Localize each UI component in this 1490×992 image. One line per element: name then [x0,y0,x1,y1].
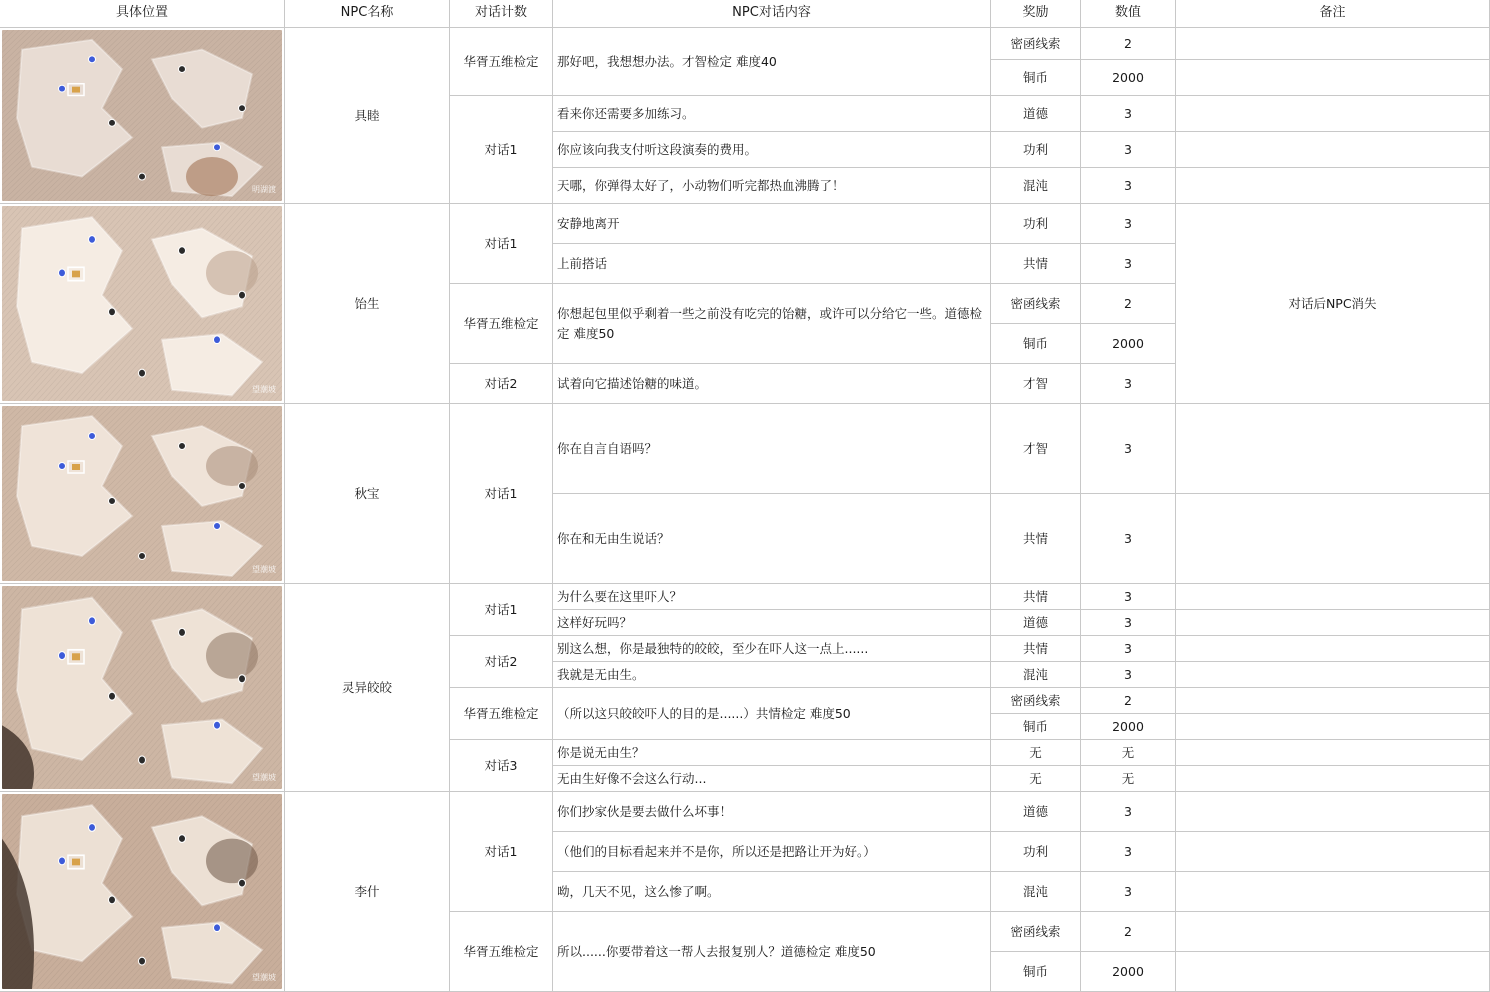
remark-cell [1176,688,1490,714]
reward-type: 铜币 [991,952,1081,992]
dialog-count: 华胥五维检定 [450,912,553,992]
dialog-count: 对话1 [450,404,553,584]
reward-value: 3 [1081,364,1176,404]
column-header: 奖励 [991,0,1081,28]
remark-cell [1176,404,1490,494]
dialog-content: 看来你还需要多加练习。 [553,96,991,132]
dialog-content: 别这么想，你是最独特的皎皎，至少在吓人这一点上...... [553,636,991,662]
dialog-count: 对话2 [450,636,553,688]
map-region-label: 望潮坡 [252,565,276,575]
dialog-content: 天哪，你弹得太好了，小动物们听完都热血沸腾了！ [553,168,991,204]
dialog-content: 你在自言自语吗？ [553,404,991,494]
reward-value: 无 [1081,740,1176,766]
reward-value: 2000 [1081,60,1176,96]
reward-value: 无 [1081,766,1176,792]
location-map [0,204,285,404]
reward-type: 混沌 [991,662,1081,688]
map-region-label: 明湖渡 [252,185,276,195]
reward-type: 功利 [991,204,1081,244]
remark-cell [1176,662,1490,688]
reward-value: 3 [1081,662,1176,688]
reward-value: 2 [1081,688,1176,714]
location-map [0,584,285,792]
map-thumbnail [2,406,282,581]
remark-cell [1176,60,1490,96]
dialog-count: 华胥五维检定 [450,688,553,740]
reward-value: 2000 [1081,714,1176,740]
column-header: NPC名称 [285,0,450,28]
dialog-count: 华胥五维检定 [450,28,553,96]
dialog-content: （他们的目标看起来并不是你，所以还是把路让开为好。） [553,832,991,872]
reward-value: 3 [1081,636,1176,662]
reward-value: 2 [1081,284,1176,324]
reward-type: 密函线索 [991,688,1081,714]
dialog-content: 你在和无由生说话？ [553,494,991,584]
reward-type: 共情 [991,584,1081,610]
map-region-label: 望潮坡 [252,973,276,983]
remark-cell [1176,832,1490,872]
location-map [0,404,285,584]
remark-cell [1176,714,1490,740]
reward-type: 密函线索 [991,28,1081,60]
npc-name: 灵异皎皎 [285,584,450,792]
column-header: 具体位置 [0,0,285,28]
reward-type: 混沌 [991,168,1081,204]
remark-cell [1176,584,1490,610]
reward-type: 无 [991,740,1081,766]
reward-type: 才智 [991,404,1081,494]
reward-type: 道德 [991,792,1081,832]
npc-name: 李什 [285,792,450,992]
dialog-count: 对话3 [450,740,553,792]
npc-name: 秋宝 [285,404,450,584]
remark-cell [1176,168,1490,204]
dialog-count: 对话1 [450,204,553,284]
dialog-content: 你们抄家伙是要去做什么坏事！ [553,792,991,832]
reward-type: 铜币 [991,324,1081,364]
location-map [0,792,285,992]
npc-name: 具睦 [285,28,450,204]
reward-value: 3 [1081,132,1176,168]
remark-cell [1176,766,1490,792]
reward-value: 3 [1081,872,1176,912]
dialog-content: 你应该向我支付听这段演奏的费用。 [553,132,991,168]
reward-value: 3 [1081,494,1176,584]
remark-cell [1176,872,1490,912]
dialog-content: 所以......你要带着这一帮人去报复别人？道德检定 难度50 [553,912,991,992]
map-thumbnail [2,30,282,201]
dialog-content: 无由生好像不会这么行动... [553,766,991,792]
reward-type: 铜币 [991,714,1081,740]
dialog-content: 我就是无由生。 [553,662,991,688]
dialog-count: 华胥五维检定 [450,284,553,364]
dialog-content: 为什么要在这里吓人？ [553,584,991,610]
reward-value: 3 [1081,244,1176,284]
remark-cell [1176,636,1490,662]
remark-cell: 对话后NPC消失 [1176,204,1490,404]
reward-value: 2000 [1081,952,1176,992]
reward-value: 3 [1081,610,1176,636]
remark-cell [1176,28,1490,60]
dialog-content: 试着向它描述饴糖的味道。 [553,364,991,404]
reward-type: 共情 [991,494,1081,584]
map-thumbnail [2,586,282,789]
reward-type: 功利 [991,132,1081,168]
reward-value: 3 [1081,832,1176,872]
reward-type: 道德 [991,610,1081,636]
reward-value: 3 [1081,96,1176,132]
dialog-content: 上前搭话 [553,244,991,284]
reward-type: 共情 [991,636,1081,662]
remark-cell [1176,792,1490,832]
reward-type: 密函线索 [991,284,1081,324]
dialog-count: 对话1 [450,584,553,636]
reward-type: 铜币 [991,60,1081,96]
reward-type: 无 [991,766,1081,792]
remark-cell [1176,740,1490,766]
dialog-count: 对话2 [450,364,553,404]
map-region-label: 望潮坡 [252,385,276,395]
remark-cell [1176,494,1490,584]
dialog-count: 对话1 [450,792,553,912]
reward-value: 3 [1081,204,1176,244]
dialog-content: 你是说无由生？ [553,740,991,766]
dialog-content: 你想起包里似乎剩着一些之前没有吃完的饴糖，或许可以分给它一些。道德检定 难度50 [553,284,991,364]
reward-value: 2 [1081,912,1176,952]
npc-name: 饴生 [285,204,450,404]
dialog-count: 对话1 [450,96,553,204]
dialog-content: （所以这只皎皎吓人的目的是......）共情检定 难度50 [553,688,991,740]
reward-type: 密函线索 [991,912,1081,952]
column-header: 对话计数 [450,0,553,28]
column-header: NPC对话内容 [553,0,991,28]
reward-type: 才智 [991,364,1081,404]
reward-type: 混沌 [991,872,1081,912]
remark-cell [1176,912,1490,952]
dialog-content: 安静地离开 [553,204,991,244]
reward-value: 3 [1081,584,1176,610]
remark-cell [1176,952,1490,992]
dialog-content: 那好吧，我想想办法。才智检定 难度40 [553,28,991,96]
map-thumbnail [2,206,282,401]
column-header: 备注 [1176,0,1490,28]
remark-cell [1176,96,1490,132]
reward-value: 2000 [1081,324,1176,364]
map-region-label: 望潮坡 [252,773,276,783]
remark-cell [1176,132,1490,168]
location-map [0,28,285,204]
reward-type: 共情 [991,244,1081,284]
reward-value: 3 [1081,168,1176,204]
reward-type: 功利 [991,832,1081,872]
map-thumbnail [2,794,282,989]
column-header: 数值 [1081,0,1176,28]
reward-type: 道德 [991,96,1081,132]
reward-value: 3 [1081,404,1176,494]
dialog-content: 这样好玩吗？ [553,610,991,636]
reward-value: 2 [1081,28,1176,60]
dialog-content: 呦，几天不见，这么惨了啊。 [553,872,991,912]
reward-value: 3 [1081,792,1176,832]
remark-cell [1176,610,1490,636]
